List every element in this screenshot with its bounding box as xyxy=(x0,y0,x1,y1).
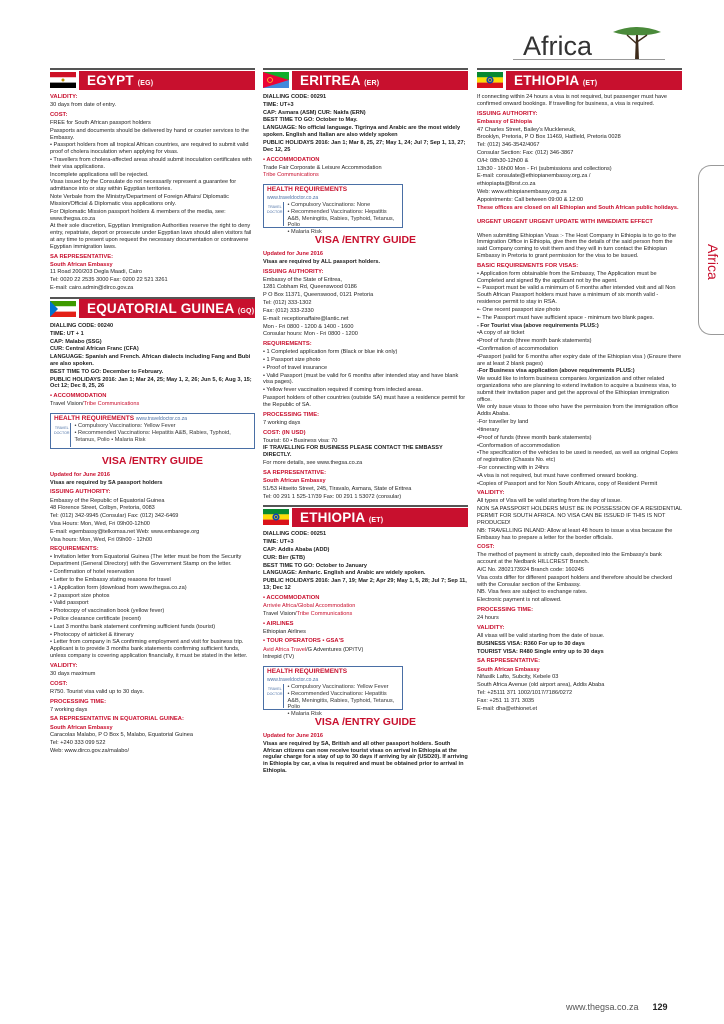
body-text: •- One recent passport size photo xyxy=(477,306,561,313)
section-heading: SA REPRESENTATIVE: xyxy=(50,253,114,260)
highlight-text: South African Embassy xyxy=(50,261,113,268)
body-text: Tourist: 60 • Business visa: 70 xyxy=(263,437,338,444)
ethiopia-body xyxy=(477,94,682,712)
bold-text: CUR: Central African Franc (CFA) xyxy=(50,346,139,353)
body-text: • Proof of travel insurance xyxy=(263,364,328,371)
body-text: •- Passport must be valid a minimum of 6 months after intended visit and all Non South African Passport holders must have a minimum of six month valid - residence permit to stay in RSA. xyxy=(477,285,676,306)
body-text: 30 days maximum xyxy=(50,670,96,677)
footer-url[interactable]: www.thegsa.co.za xyxy=(566,1002,639,1013)
body-text: NON SA PASSPORT HOLDERS MUST BE IN POSSESSION OF A RESIDENTIAL PERMIT FOR SOUTH AFRICA. NO VISA CAN BE ISSUED IF THIS IS NOT PRODUCED! xyxy=(477,506,682,526)
spacer xyxy=(477,212,682,216)
egypt-header xyxy=(50,68,255,90)
health-items xyxy=(75,423,251,447)
highlight-text: These offices are closed on all Ethiopian and South African public holidays. xyxy=(477,204,679,211)
bold-text: TIME: UT+3 xyxy=(263,101,294,108)
highlight-text: South African Embassy xyxy=(263,477,326,484)
eritrea-title: ERITREA (ER) xyxy=(292,71,468,90)
bold-text: DIALLING CODE: 00251 xyxy=(263,531,327,538)
body-text: •Passport (valid for 6 months after expiry date of the Ethiopian visa ) (Ensure there are at least 2 blank pages) xyxy=(477,353,682,367)
ethiopia-title: ETHIOPIA (ET) xyxy=(506,71,682,90)
body-text: Visa Hours: Mon, Wed, Fri 09h00-12h00 xyxy=(50,520,150,527)
acacia-tree-icon xyxy=(609,22,665,62)
ethiopia2-header xyxy=(263,505,468,527)
bold-text: BEST TIME TO GO: December to February. xyxy=(50,368,164,375)
health-item: • Malaria Risk xyxy=(287,229,322,236)
page-footer xyxy=(566,1002,668,1013)
bold-text: PUBLIC HOLIDAYS 2016: Jan 1; Mar 8, 25, 27; May 1, 24; Jul 7; Sep 1, 13, 27; Dec 12, 25 xyxy=(263,139,466,153)
body-text: 7 working days xyxy=(50,706,88,713)
body-text: Fax: +251 11 371 3035 xyxy=(477,697,535,704)
body-text: A/C No. 2802173924 Branch code: 160245 xyxy=(477,567,584,573)
body-text: Consular hours: Mon - Fri 0800 - 1200 xyxy=(263,331,358,338)
body-text: If connecting within 24 hours a visa is not required, but passenger must have confirmed onward bookings. If travelling for business, a visa is required. xyxy=(477,94,667,107)
body-text: Passport holders of other countries (outside SA) must have a residence permit for the Republic of SA. xyxy=(263,395,466,408)
ethiopia2-accommodation-red: Arrivée Africa/Global Accommodation xyxy=(263,602,356,609)
column-middle xyxy=(263,68,468,776)
body-text: Tel: +25111 371 1002/1017/7186/0272 xyxy=(477,689,573,696)
body-text: Electronic payment is not allowed. xyxy=(477,597,562,604)
eritrea-accommodation: Trade Fair Corporate & Leisure Accommodation xyxy=(263,164,382,171)
body-text: R750. Tourist visa valid up to 30 days. xyxy=(50,688,145,695)
bold-text: IF TRAVELLING FOR BUSINESS PLEASE CONTACT THE EMBASSY DIRECTLY. xyxy=(263,445,443,459)
body-text: • Invitation letter from Equatorial Guinea (The letter must be from the Security Department (General Directory) with the Government Stamp on the letter. xyxy=(50,554,242,568)
bold-text: LANGUAGE: No official language. Tigrinya and Arabic are the most widely spoken. English and Italian are also widely spoken xyxy=(263,125,461,139)
body-text: E-mail: cairo.admin@dirco.gov.za xyxy=(50,285,134,292)
eqguinea-header xyxy=(50,297,255,319)
section-heading: PROCESSING TIME: xyxy=(477,607,534,614)
eritrea-visa-title: VISA /ENTRY GUIDE xyxy=(314,234,417,247)
side-tab-label: Africa xyxy=(705,244,721,280)
bold-text: DIALLING CODE: 00291 xyxy=(263,94,327,100)
highlight-text: Embassy of Ethiopia xyxy=(477,118,533,125)
body-text: Visa hours: Mon, Wed, Fri 09h00 - 12h00 xyxy=(50,536,153,543)
health-item: • Recommended Vaccinations: Hepatitis A&B, Meningitis, Rabies, Typhoid, Tetanus, Polio xyxy=(287,690,395,711)
body-text: -For connecting with in 24hrs xyxy=(477,464,549,471)
body-text: At their sole discretion, Egyptian Immigration Authorities reserve the right to deny entry, repatriate, deport or prosecute under Egyptian laws should alien visitors fail at any time to present upon request the necessary documentation or contravene Egyptian immigration laws. xyxy=(50,223,252,250)
ethiopia2-body xyxy=(263,531,468,592)
body-text: Nifasilk Lafto, Subcity, Kebele 03 xyxy=(477,674,559,681)
section-heading: COST: xyxy=(50,680,68,687)
body-text: 47 Charles Street, Bailey's Muckleneuk, xyxy=(477,126,576,133)
section-heading: SA REPRESENTATIVE: xyxy=(263,469,327,476)
body-text: • 1 Application form (download from www.thegsa.co.za) xyxy=(50,584,187,591)
body-text: For Diplomatic Mission passport holders & members of the media, see: www.thegsa.co.za xyxy=(50,208,226,222)
body-text: Web: www.ethiopianembassy.org.za xyxy=(477,189,567,195)
eritrea-body xyxy=(263,94,468,154)
bold-text: PUBLIC HOLIDAYS 2016: Jan 1; Mar 24, 25; May 1, 2, 26; Jun 5, 6; Aug 3, 15; Oct 12; Dec 8, 25, 26 xyxy=(50,376,252,390)
body-text: • 2 passport size photos xyxy=(50,592,110,599)
body-text: •Proof of funds (three month bank statements) xyxy=(477,338,592,345)
body-text: • Confirmation of hotel reservation xyxy=(50,569,135,576)
bold-text: Visas are required by SA passport holders xyxy=(50,479,163,486)
bold-text: - For Tourist visa (above requirements PLUS:) xyxy=(477,322,599,329)
ethiopia2-tour: Avid Africa Travel/G Adventures (DP/TV) xyxy=(263,646,364,653)
body-text: Caracolas Malabo, P O Box 5, Malabo, Equatorial Guinea xyxy=(50,732,193,739)
eritrea-visa-body xyxy=(263,251,468,500)
body-text: • Photocopy of airticket & itinerary xyxy=(50,631,134,638)
body-text: We would like to inform business companies /organization and other related organizations who are planning to extend invitation to acquire a business visa, to submit their invitation paper and get the approval of the Ethiopian immigration office. xyxy=(477,376,677,403)
bold-text: -For Business visa application (above requirements PLUS:) xyxy=(477,368,635,375)
eqguinea-visa-body xyxy=(50,472,255,755)
body-text: The method of payment is strictly cash, deposited into the Embassy's bank account at the Nedbank HILLCREST Branch. xyxy=(477,552,662,566)
section-heading: URGENT URGENT URGENT UPDATE WITH IMMEDIATE EFFECT xyxy=(477,219,653,226)
body-text: E-mail: receptionaffaire@lantic.net xyxy=(263,315,349,322)
ethiopia2-tour-title: • TOUR OPERATORS • GSA'S xyxy=(263,638,344,645)
health-title: HEALTH REQUIREMENTS www.traveldoctor.co.za xyxy=(267,668,348,684)
bold-text: BUSINESS VISA: R360 For up to 30 days xyxy=(477,640,585,647)
body-text: NB: TRAVELLING INLAND: Allow at least 48 hours to issue a visa because the Embassy has to prepare a letter for the border officials. xyxy=(477,527,673,541)
body-text: Appointments: Call between 09:00 & 12:00 xyxy=(477,196,584,203)
body-text: •Confirmation of accommodation xyxy=(477,345,558,352)
body-text: Tel: +240 333 099 522 xyxy=(50,740,106,747)
ethiopia2-visa-body xyxy=(263,733,468,775)
bold-text: BEST TIME TO GO: October to May. xyxy=(263,117,358,124)
body-text: •Proof of funds (three month bank statements) xyxy=(477,434,592,441)
body-text: • Last 3 months bank statement confirming sufficient funds (tourist) xyxy=(50,623,216,630)
section-heading: VALIDITY: xyxy=(477,624,505,631)
eritrea-header xyxy=(263,68,468,90)
body-text: E-mail: dha@ethionet.et xyxy=(477,705,538,712)
body-text: 24 hours xyxy=(477,615,499,622)
section-heading: SA REPRESENTATIVE IN EQUATORIAL GUINEA: xyxy=(50,716,184,723)
highlight-text: Updated for June 2016 xyxy=(263,732,323,739)
body-text: •- The Passport must have sufficient space - minimum two blank pages. xyxy=(477,314,655,321)
body-text: •A copy of air ticket xyxy=(477,330,525,337)
bold-text: LANGUAGE: Amharic. English and Arabic are widely spoken. xyxy=(263,570,426,577)
body-text: • Valid passport xyxy=(50,600,89,607)
egypt-body xyxy=(50,94,255,292)
body-text: P O Box 11371, Queenswood, 0121 Pretoria xyxy=(263,292,374,299)
health-item: • Compulsory Vaccinations: Yellow Fever xyxy=(74,422,176,429)
bold-text: CAP: Asmara (ASM) CUR: Nakfa (ERN) xyxy=(263,109,366,116)
egypt-flag-icon xyxy=(50,72,76,88)
section-heading: BASIC REQUIREMENTS FOR VISAS: xyxy=(477,262,579,269)
bold-text: PUBLIC HOLIDAYS 2016: Jan 7, 19; Mar 2; Apr 29; May 1, 5, 28; Jul 7; Sep 11, 13; Dec 12 xyxy=(263,578,467,592)
eqguinea-health-box xyxy=(50,413,255,449)
travel-doctor-logo: TRAVEL DOCTOR xyxy=(267,202,284,226)
travel-doctor-logo: TRAVEL DOCTOR xyxy=(54,423,71,447)
section-heading: VALIDITY: xyxy=(50,94,78,100)
health-item: • Compulsory Vaccinations: None xyxy=(287,202,371,209)
bold-text: TIME: UT + 1 xyxy=(50,330,84,337)
ethiopia-flag-icon xyxy=(477,72,503,88)
body-text: • Passport holders from all tropical African countries, are required to submit valid proof of cholera inoculation when applying for visas. xyxy=(50,142,249,156)
bold-text: TIME: UT+3 xyxy=(263,539,294,546)
eqguinea-visa-title: VISA /ENTRY GUIDE xyxy=(101,455,204,468)
bold-text: LANGUAGE: Spanish and French. African dialects including Fang and Bubi are also spoken. xyxy=(50,354,251,367)
body-text: 7 working days xyxy=(263,419,301,426)
body-text: • 1 Passport size photo xyxy=(263,357,321,364)
body-text: Embassy of the State of Eritrea, xyxy=(263,276,342,283)
section-heading: PROCESSING TIME: xyxy=(263,411,320,418)
body-text: For more details, see www.thegsa.co.za xyxy=(263,460,363,467)
body-text: • Yellow fever vaccination required if coming from infected areas. xyxy=(263,387,423,394)
eritrea-accommodation-title: • ACCOMMODATION xyxy=(263,156,320,163)
ethiopia2-airlines-title: • AIRLINES xyxy=(263,620,294,627)
body-text: •Copies of Passport and for Non South Africans, copy of Resident Permit xyxy=(477,480,658,487)
body-text: When submitting Ethiopian Visas :- The Host Company in Ethiopia is to go to the Immigration Office in Ethiopia, give them the details of the said person from the said Company coming to visit them and they will in turn contact the Ethiopian Embassy in Pretoria to grant permission for the visa to be issued. xyxy=(477,232,677,259)
body-text: We only issue visas to those who have the permission from the immigration office Addis Ababa. xyxy=(477,404,679,418)
eqguinea-accommodation: Travel Vision/Tribe Communications xyxy=(50,401,140,408)
body-text: •Conformation of accommodation xyxy=(477,442,560,449)
bold-text: DIALLING CODE: 00240 xyxy=(50,322,114,329)
equatorial-guinea-flag-icon xyxy=(50,301,76,317)
body-text: ethiopiapta@lbrst.co.za xyxy=(477,181,536,188)
ethiopia-header xyxy=(477,68,682,90)
highlight-text: Updated for June 2016 xyxy=(50,471,110,478)
body-text: Tel: (012) 346-3542/4067 xyxy=(477,142,540,149)
body-text: •Itinerary xyxy=(477,426,500,433)
body-text: Embassy of the Republic of Equatorial Guinea xyxy=(50,497,165,504)
bold-text: TOURIST VISA: R480 Single entry up to 30 days xyxy=(477,648,604,655)
health-item: • Recommended Vaccinations: Hepatitis A&B, Rabies, Typhoid, Tetanus, Polio • Malaria Risk xyxy=(74,429,231,443)
body-text: All visas will be valid starting from the date of issue. xyxy=(477,633,605,639)
body-text: • 1 Completed application form (Black or blue ink only) xyxy=(263,349,398,356)
health-item: • Recommended Vaccinations: Hepatitis A&B, Meningitis, Rabies, Typhoid, Tetanus, Polio xyxy=(287,208,395,229)
section-heading: ISSUING AUTHORITY: xyxy=(477,110,538,117)
ethiopia2-accommodation: Travel Vision/Tribe Communications xyxy=(263,610,353,617)
page-title: Africa xyxy=(523,31,593,61)
highlight-text: Updated for June 2016 xyxy=(263,250,323,257)
bold-text: CAP: Addis Ababa (ADD) xyxy=(263,547,330,554)
body-text: E-mail: egembassy@telkomsa.net Web: www.embarege.org xyxy=(50,528,200,535)
ethiopia2-visa-title: VISA /ENTRY GUIDE xyxy=(314,716,417,729)
body-text: All types of Visa will be valid starting from the day of issue. xyxy=(477,498,622,505)
bold-text: Visas are required by ALL passport holders. xyxy=(263,258,381,265)
ethiopia2-tour2: Intrepid (TV) xyxy=(263,654,295,661)
body-text: 51/53 Hitseito Street, 245, Tiravalo, Asmara, State of Eritrea xyxy=(263,485,412,492)
body-text: Tel: 0020 22 2535 3000 Fax: 0200 22 521 3261 xyxy=(50,277,168,284)
ethiopia2-title: ETHIOPIA (ET) xyxy=(292,508,468,527)
eqguinea-body xyxy=(50,323,255,390)
section-heading: PROCESSING TIME: xyxy=(50,698,107,705)
body-text: South Africa Avenue (old airport area), Addis Ababa xyxy=(477,682,605,689)
spacer xyxy=(477,228,682,232)
section-heading: COST: (IN USD) xyxy=(263,429,306,436)
body-text: • Police clearance certificate (recent) xyxy=(50,615,141,622)
egypt-title: EGYPT (EG) xyxy=(79,71,255,90)
eritrea-flag-icon xyxy=(263,72,289,88)
section-heading: REQUIREMENTS: xyxy=(263,341,312,348)
body-text: NB. Visa fees are subject to exchange rates. xyxy=(477,589,588,596)
body-text: O/H: 08h30-12h00 & xyxy=(477,157,529,164)
section-heading: COST: xyxy=(477,544,495,551)
body-text: Tel: (012) 342-9945 (Consular) Fax: (012) 342-6469 xyxy=(50,513,179,520)
body-text: Brooklyn, Pretoria, P O Box 11469, Hatfield, Pretoria 0028 xyxy=(477,134,621,141)
body-text: Visas issued by the Consulate do not necessarily represent a guarantee for admittance into or stay within Egyptian territories. xyxy=(50,179,237,193)
body-text: •The specification of the vehicles to be used is needed, as well as original Copies of registration (Chassis No. etc) xyxy=(477,450,678,464)
section-heading: REQUIREMENTS: xyxy=(50,546,99,553)
health-item: • Compulsory Vaccinations: Yellow Fever xyxy=(287,684,389,691)
eritrea-health-box xyxy=(263,184,403,236)
section-heading: COST: xyxy=(50,111,68,118)
highlight-text: South African Embassy xyxy=(50,724,113,731)
column-right xyxy=(477,68,682,713)
body-text: • Application form obtainable from the Embassy, The Application must be Completed and signed By the applicant not by the agent. xyxy=(477,270,657,284)
section-heading: VALIDITY: xyxy=(477,490,505,497)
body-text: 48 Florence Street, Colbyn, Pretoria, 0083 xyxy=(50,505,155,512)
body-text: Note Verbale from the Ministry/Department of Foreign Affairs/ Diplomatic Mission/Official & Diplomatic visa applications only. xyxy=(50,194,229,207)
health-items xyxy=(288,202,399,236)
column-left xyxy=(50,68,255,756)
page-number: 129 xyxy=(652,1002,668,1013)
body-text: 1281 Cobham Rd, Queenswood 0186 xyxy=(263,284,357,291)
eqguinea-title: EQUATORIAL GUINEA (GQ) xyxy=(79,299,255,318)
bold-text: CUR: Birr (ETB) xyxy=(263,554,305,561)
body-text: 11 Road 200/203 Degla Maadi, Cairo xyxy=(50,269,142,276)
travel-doctor-logo: TRAVEL DOCTOR xyxy=(267,684,284,708)
body-text: • Photocopy of vaccination book (yellow fever) xyxy=(50,608,165,615)
section-heading: VALIDITY: xyxy=(50,662,78,669)
ethiopia2-health-box xyxy=(263,666,403,718)
body-text: Visa costs differ for different passport holders and therefore should be checked with the Consular section of the Embassy. xyxy=(477,574,672,588)
page-header xyxy=(513,22,665,61)
body-text: Consular Section: Fax: (012) 346-3867 xyxy=(477,149,574,156)
body-text: Web: www.dirco.gov.za/malabo/ xyxy=(50,747,130,754)
ethiopia2-accommodation-title: • ACCOMMODATION xyxy=(263,594,320,601)
bold-text: CAP: Malabo (SSG) xyxy=(50,338,102,345)
body-text: Fax: (012) 333-2330 xyxy=(263,307,314,314)
health-items xyxy=(288,684,399,718)
body-text: • Travellers from cholera-affected areas should submit inoculation certificates with their visa applications. xyxy=(50,157,252,170)
section-heading: ISSUING AUTHORITY: xyxy=(263,268,324,275)
health-title: HEALTH REQUIREMENTS www.traveldoctor.co.za xyxy=(267,186,348,202)
highlight-text: South African Embassy xyxy=(477,666,540,673)
ethiopia-flag-icon xyxy=(263,509,289,525)
body-text: Tel: 00 291 1 525-17/39 Fax: 00 291 1 53072 (consular) xyxy=(263,493,402,500)
bold-text: BEST TIME TO GO: October to January xyxy=(263,562,368,569)
eqguinea-accommodation-title: • ACCOMMODATION xyxy=(50,393,107,400)
body-text: Passports and documents should be delivered by hand or courier services to the Embassy. xyxy=(50,127,250,141)
health-title: HEALTH REQUIREMENTS www.traveldoctor.co.za xyxy=(54,415,188,423)
section-heading: ISSUING AUTHORITY: xyxy=(50,489,111,496)
body-text: E-mail: consulate@ethiopianembassy.org.za / xyxy=(477,173,591,180)
body-text: 13h30 - 16h00 Mon - Fri (submissions and collections) xyxy=(477,165,612,172)
body-text: Incomplete applications will be rejected. xyxy=(50,171,149,178)
section-heading: SA REPRESENTATIVE: xyxy=(477,658,541,665)
side-tab[interactable] xyxy=(698,165,724,335)
body-text: •A visa is not required, but must have confirmed onward booking. xyxy=(477,472,638,479)
body-text: • Letter from company in SA confirming employment and visit for business trip. Applicant is to provide 3 months bank statements confirming sufficient funds, unless company is covering application financially, it must be stated in the letter. xyxy=(50,639,248,660)
eritrea-accommodation-red: Tribe Communications xyxy=(263,172,319,179)
body-text: 30 days from date of entry. xyxy=(50,102,117,109)
health-item: • Malaria Risk xyxy=(287,711,322,718)
body-text: • Letter to the Embassy stating reasons for travel xyxy=(50,576,171,583)
body-text: -For traveller by land xyxy=(477,419,529,426)
bold-text: Visas are required by SA, British and all other passport holders. South African citizens can now receive tourist visas on arrival in Ethiopia at the regular charge for a stay of up to 30 days if arriving by air (USD20). If arriving in Ethiopia by car, a visa is required and must be obtained prior to arrival in Ethiopia. xyxy=(263,740,468,775)
body-text: FREE for South African passport holders xyxy=(50,119,151,126)
body-text: Mon - Fri 0800 - 1200 & 1400 - 1600 xyxy=(263,323,354,330)
body-text: Tel: (012) 333-1302 xyxy=(263,300,312,307)
ethiopia2-airlines: Ethiopian Airlines xyxy=(263,628,306,635)
body-text: • Valid Passport (must be valid for 6 months after intended stay and have blank visa pages). xyxy=(263,372,459,386)
